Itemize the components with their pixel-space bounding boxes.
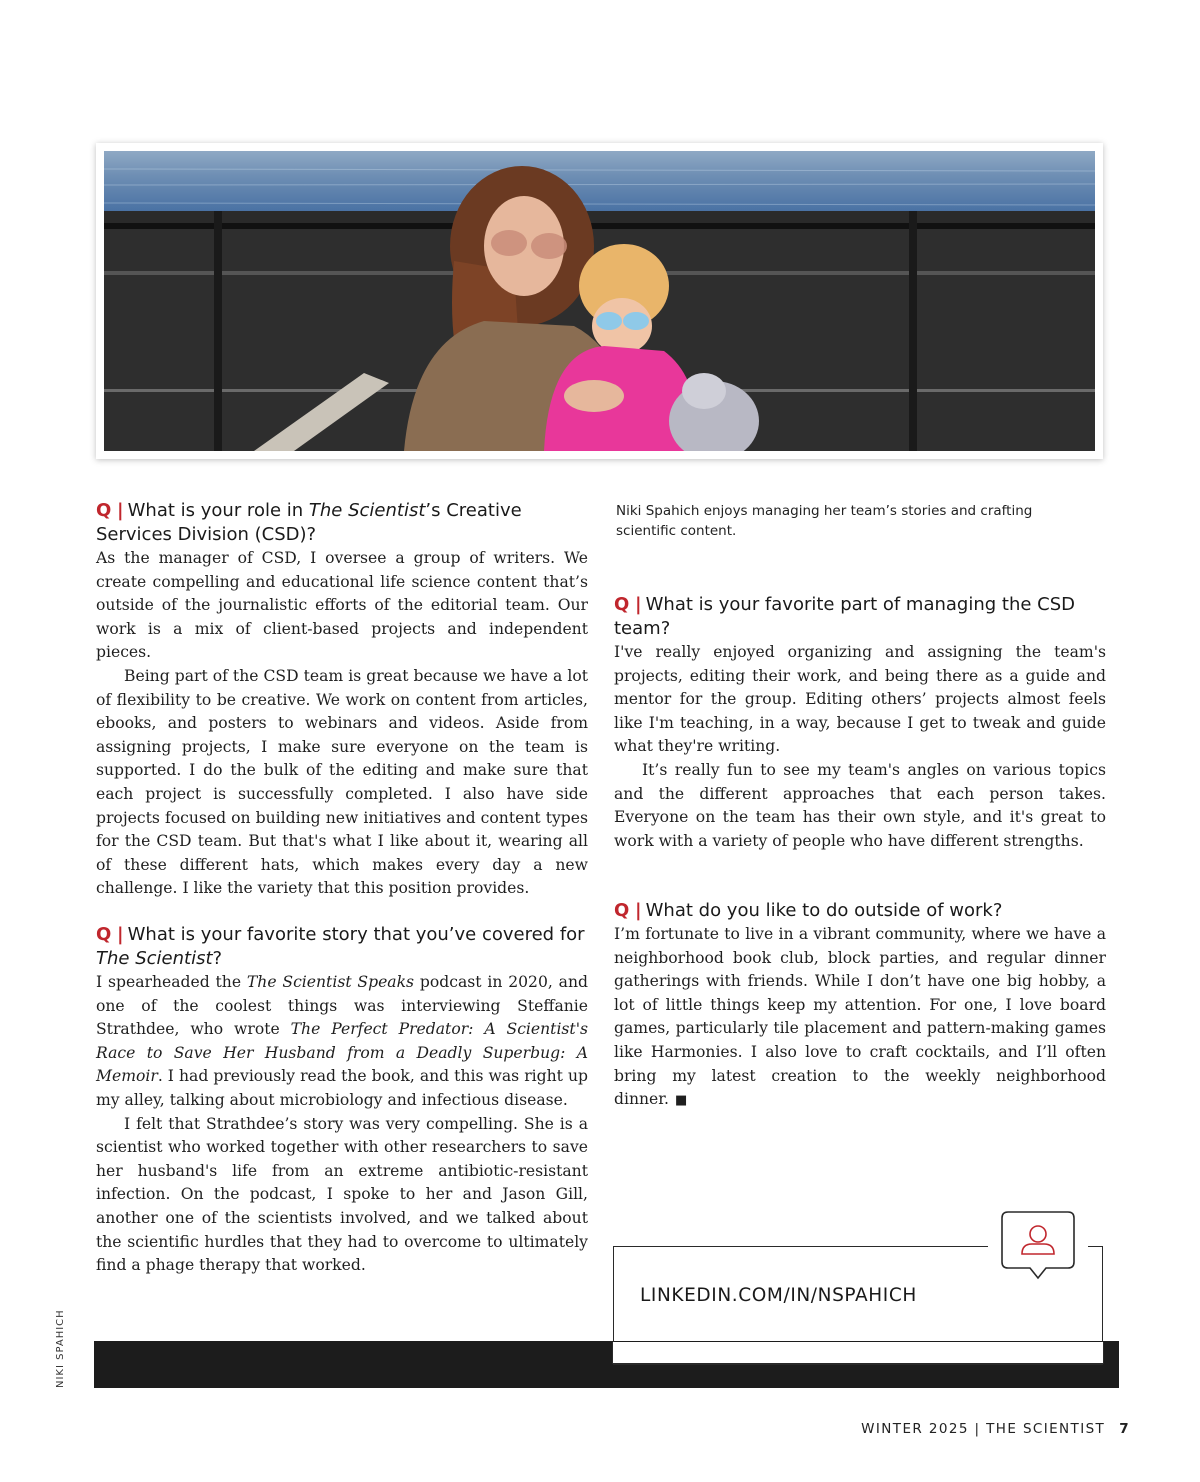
question-heading: Q | What is your role in The Scientist’s Creative Services Division (CSD)?	[96, 500, 522, 545]
issue-label: WINTER 2025 | THE SCIENTIST	[861, 1421, 1106, 1437]
qa-favorite-story	[96, 923, 588, 1278]
qa-outside-work	[614, 899, 1106, 1113]
answer-paragraph: I spearheaded the The Scientist Speaks podcast in 2020, and one of the coolest things was interviewing Steffanie Strathdee, who wrote The Perfect Predator: A Scientist's Race to Save Her Husband from a Deadly Superbug: A Memoir. I had previously read the book, and this was right up my alley, talking about microbiology and infectious disease.	[96, 973, 588, 1109]
answer-paragraph: I've really enjoyed organizing and assigning the team's projects, editing their work, and being there as a guide and mentor for the group. Editing others’ projects almost feels like I'm teaching, in a way, because I get to tweak and guide what they're writing.	[614, 643, 1106, 756]
photo-caption: Niki Spahich enjoys managing her team’s stories and crafting scientific content.	[616, 503, 1033, 539]
answer-paragraph: I’m fortunate to live in a vibrant community, where we have a neighborhood book club, block parties, and regular dinner gatherings with friends. While I don’t have one big hobby, a lot of little things keep my attention. For one, I love board games, particularly tile placement and pattern-making games like Harmonies. I also love to craft cocktails, and I’ll often bring my latest creation to the weekly neighborhood dinner. ■	[614, 925, 1106, 1109]
photo-frame	[96, 143, 1103, 459]
answer-paragraph: Being part of the CSD team is great because we have a lot of flexibility to be creative. We work on content from articles, ebooks, and posters to webinars and videos. Aside from assigning projects, I make sure everyone on the team is supported. I do the bulk of the editing and make sure that each project is successfully completed. I also have side projects focused on building new initiatives and content types for the CSD team. But that's what I like about it, wearing all of these different hats, which makes every day a new challenge. I like the variety that this position provides.	[96, 666, 588, 898]
profile-photo	[104, 151, 1095, 451]
q-marker: Q	[96, 500, 112, 521]
answer-paragraph: I felt that Strathdee’s story was very compelling. She is a scientist who worked together with other researchers to save her husband's life from an extreme antibiotic-resistant infection. On the podcast, I spoke to her and Jason Gill, another one of the scientists involved, and we talked about the scientific hurdles that they had to overcome to ultimately find a phage therapy that worked.	[96, 1114, 588, 1275]
answer-paragraph: As the manager of CSD, I oversee a group of writers. We create compelling and educational life science content that’s outside of the journalistic efforts of the editorial team. Our work is a mix of client-based projects and independent pieces.	[96, 549, 588, 662]
answer-paragraph: It’s really fun to see my team's angles on various topics and the different approaches that each person takes. Everyone on the team has their own style, and it's great to work with a variety of people who have different strengths.	[614, 760, 1106, 850]
page-number: 7	[1119, 1421, 1130, 1437]
end-mark: ■	[674, 1093, 688, 1109]
qa-role	[96, 499, 588, 901]
qa-managing	[614, 593, 1106, 853]
page-footer	[861, 1421, 1130, 1437]
question-heading: Q | What is your favorite part of managing the CSD team?	[614, 594, 1076, 639]
photo-credit: NIKI SPAHICH	[55, 1309, 66, 1388]
question-heading: Q | What do you like to do outside of work?	[614, 900, 1003, 921]
linkedin-link[interactable]: LINKEDIN.COM/IN/NSPAHICH	[640, 1285, 917, 1306]
q-separator: |	[117, 500, 124, 521]
linkedin-box-overlap	[612, 1342, 1104, 1364]
profile-bubble-icon	[1000, 1210, 1078, 1286]
question-heading: Q | What is your favorite story that you’ve covered for The Scientist?	[96, 924, 585, 969]
